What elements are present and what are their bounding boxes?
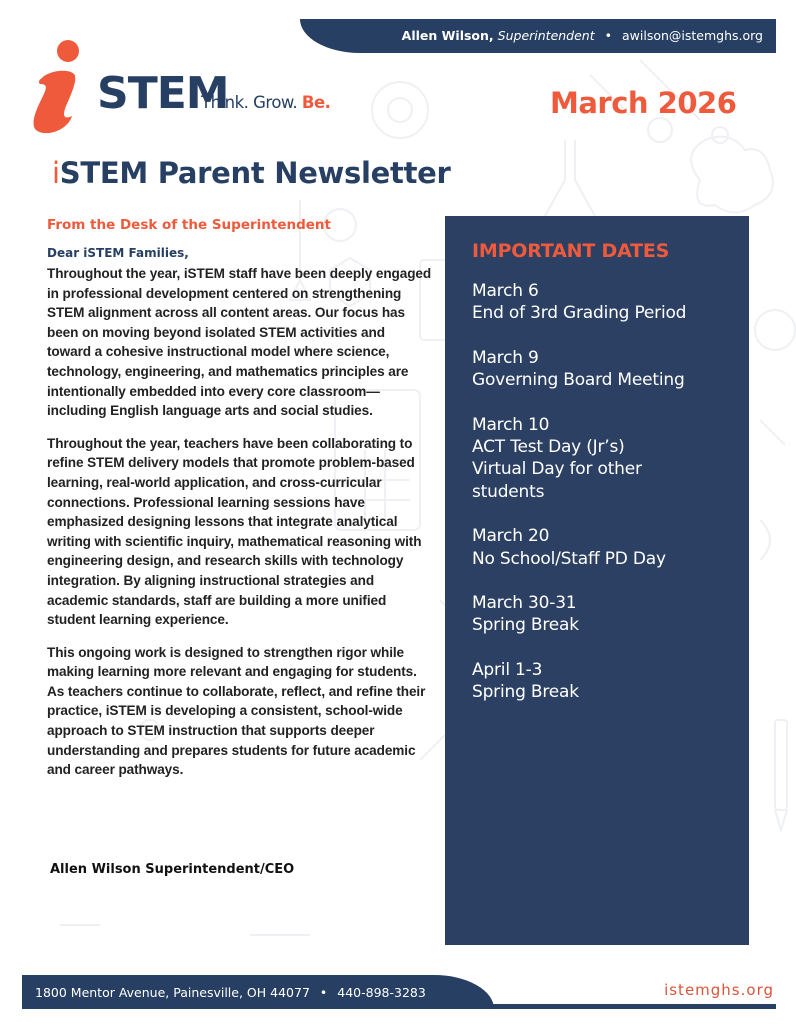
- letter-signature: Allen Wilson Superintendent/CEO: [50, 862, 295, 877]
- date-what: Governing Board Meeting: [472, 370, 685, 391]
- date-item: [472, 592, 749, 637]
- header-contact-bar: [300, 19, 776, 53]
- date-when: March 20: [472, 526, 550, 547]
- date-item: [472, 525, 749, 570]
- superintendent-letter: [47, 217, 432, 793]
- important-dates-panel: [445, 216, 749, 945]
- date-when: March 10: [472, 414, 550, 435]
- superintendent-role: Superintendent: [497, 28, 595, 43]
- date-item: [472, 280, 749, 325]
- istem-logo: [28, 38, 358, 138]
- footer-address: 1800 Mentor Avenue, Painesville, OH 44077: [35, 985, 310, 1000]
- logo-i-mark-icon: [28, 38, 100, 138]
- title-text: STEM Parent Newsletter: [59, 156, 451, 190]
- letter-heading: From the Desk of the Superintendent: [47, 217, 331, 233]
- date-what: ACT Test Day (Jr’s): [472, 437, 625, 458]
- footer-contact-bar: [22, 975, 494, 1009]
- header-contact-text: [402, 28, 763, 43]
- important-dates-title: IMPORTANT DATES: [472, 240, 670, 262]
- tagline-text: Think. Grow.: [201, 93, 298, 112]
- logo-tagline: [201, 93, 330, 112]
- footer-separator: •: [319, 985, 328, 1000]
- date-when: April 1-3: [472, 659, 543, 680]
- title-i-accent: i: [52, 156, 60, 190]
- date-what: Spring Break: [472, 682, 579, 703]
- date-what: students: [472, 481, 545, 502]
- date-item: [472, 414, 749, 504]
- date-when: March 6: [472, 281, 539, 301]
- superintendent-email-link[interactable]: awilson@istemghs.org: [621, 28, 763, 43]
- letter-paragraph-1: Throughout the year, iSTEM staff have been deeply engaged in professional development centered on strengthening STEM alignment across all content areas. Our focus has been on moving beyond isolated STEM activities and toward a cohesive instructional model where science, technology, engineering, and mathematics principles are intentionally embedded into every core classroom—including English language arts and social studies.: [47, 266, 432, 419]
- date-when: March 30-31: [472, 593, 577, 614]
- letter-salutation: Dear iSTEM Families,: [47, 246, 189, 260]
- footer-contact-text: [35, 985, 426, 1000]
- footer-website-link[interactable]: istemghs.org: [664, 981, 774, 999]
- date-what: Virtual Day for other: [472, 459, 642, 480]
- date-item: [472, 347, 749, 392]
- superintendent-name: Allen Wilson,: [401, 28, 494, 43]
- footer-rule: [480, 1004, 776, 1009]
- date-what: Spring Break: [472, 615, 579, 636]
- header-separator: •: [604, 28, 612, 43]
- footer-phone[interactable]: 440-898-3283: [337, 985, 426, 1000]
- newsletter-title: [52, 156, 451, 190]
- date-item: [472, 659, 749, 704]
- letter-paragraph-2: Throughout the year, teachers have been collaborating to refine STEM delivery models that promote problem-based learning, real-world application, and cross-curricular connections. Professional learning sessions have emphasized designing lessons that integrate analytical writing with scientific inquiry, mathematical reasoning with engineering design, and research skills with technology integration. By aligning instructional strategies and academic standards, staff are building a more unified student learning experience.: [47, 435, 422, 628]
- date-what: No School/Staff PD Day: [472, 548, 666, 569]
- date-when: March 9: [472, 347, 539, 368]
- logo-wordmark: STEM: [97, 68, 229, 119]
- letter-paragraph-3: This ongoing work is designed to strengthen rigor while making learning more relevant and engaging for students. As teachers continue to collaborate, reflect, and refine their practice, iSTEM is developing a consistent, school-wide approach to STEM instruction that supports deeper understanding and prepares students for future academic and career pathways.: [47, 644, 426, 778]
- issue-date: March 2026: [550, 86, 737, 120]
- tagline-accent: Be.: [301, 93, 331, 112]
- date-what: End of 3rd Grading Period: [472, 303, 687, 324]
